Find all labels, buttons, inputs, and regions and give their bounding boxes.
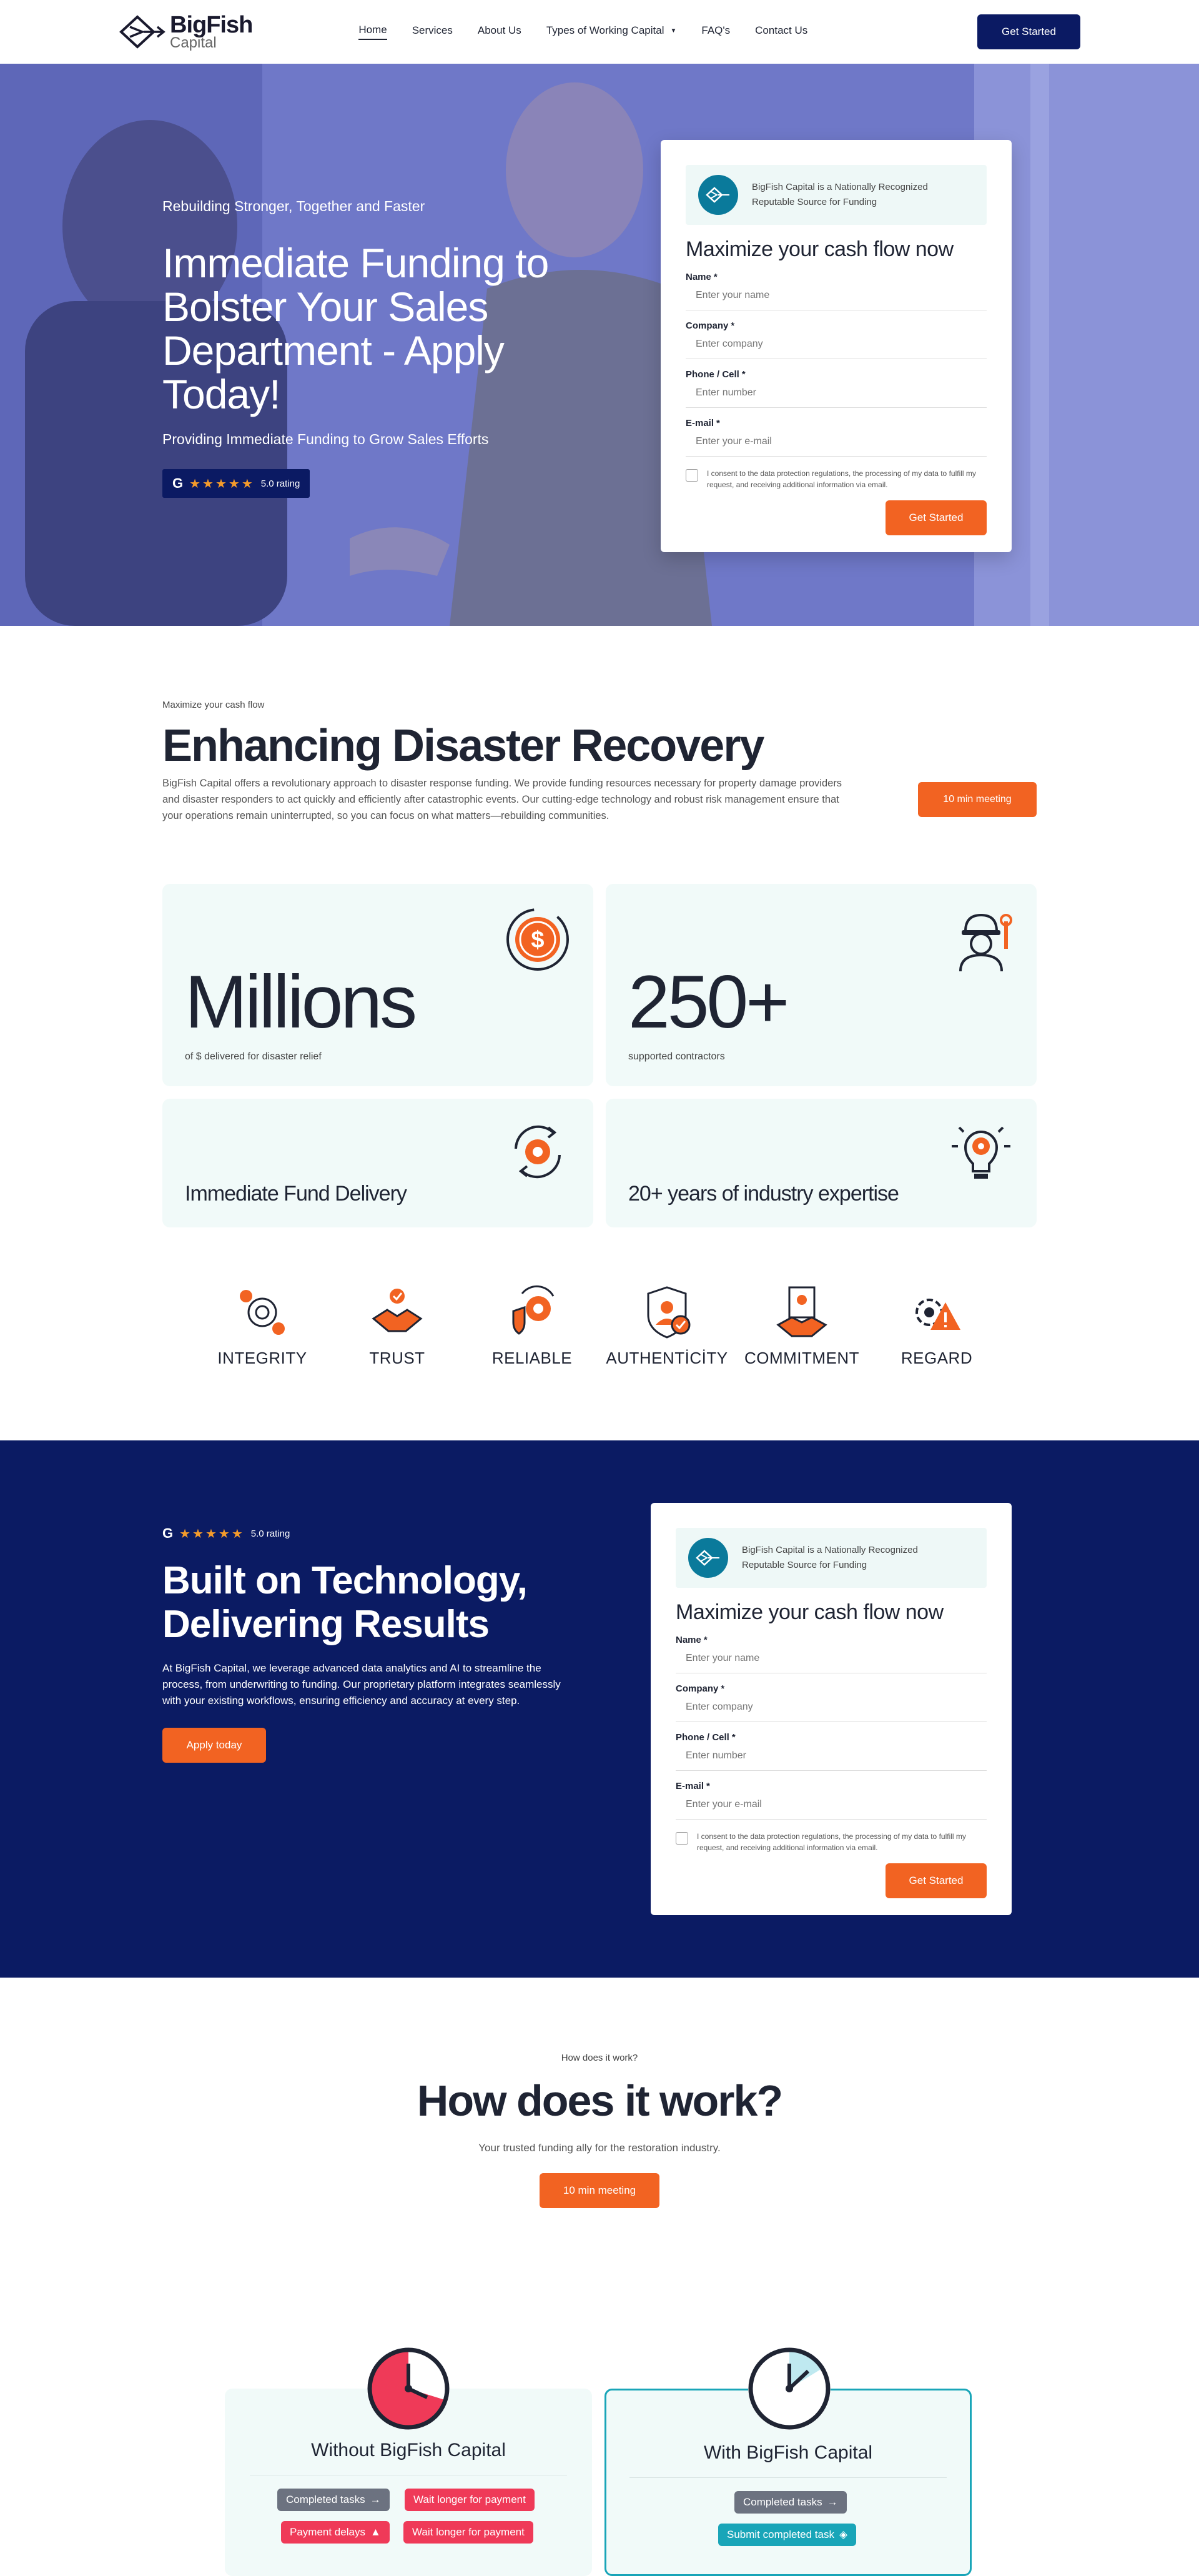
name-label-text: Name <box>676 1635 701 1645</box>
email-label-text: E-mail <box>686 418 714 429</box>
pill-label: Completed tasks <box>286 2494 365 2505</box>
fish-badge-icon <box>698 175 738 215</box>
required-mark: * <box>716 418 720 429</box>
stat-card-immediate <box>162 1099 593 1227</box>
badge-text: BigFish Capital is a Nationally Recognized Reputable Source for Funding <box>742 1545 918 1570</box>
recognition-badge <box>676 1528 987 1588</box>
consent-checkbox[interactable] <box>676 1832 688 1845</box>
reliable-gear-icon <box>503 1284 561 1341</box>
name-label <box>676 1635 987 1645</box>
email-input[interactable] <box>686 429 987 457</box>
fish-logo-icon <box>119 13 165 51</box>
site-header <box>0 0 1199 64</box>
pill-submit-task <box>718 2524 856 2546</box>
value-authenticity <box>604 1284 729 1368</box>
how-it-works-section <box>0 1978 1199 2540</box>
name-input[interactable] <box>686 282 987 310</box>
google-rating-inline <box>162 1525 575 1542</box>
hero-kicker: Rebuilding Stronger, Together and Faster <box>162 198 425 214</box>
header-get-started-button[interactable]: Get Started <box>977 14 1080 49</box>
value-trust <box>335 1284 460 1368</box>
rating-label: 5.0 rating <box>260 478 300 489</box>
phone-label <box>676 1732 987 1743</box>
name-input[interactable] <box>676 1645 987 1673</box>
pill-label: Wait longer for payment <box>412 2526 525 2538</box>
name-label <box>686 272 987 282</box>
section-kicker: Maximize your cash flow <box>162 700 265 710</box>
brand-name: BigFish <box>170 12 253 38</box>
red-clock-icon <box>365 2345 452 2432</box>
company-label-text: Company <box>676 1683 719 1694</box>
authenticity-shield-icon <box>638 1284 696 1341</box>
required-mark: * <box>721 1683 725 1694</box>
required-mark: * <box>706 1781 710 1791</box>
pill-label: Submit completed task <box>727 2529 834 2540</box>
required-mark: * <box>731 1732 736 1743</box>
company-input[interactable] <box>686 331 987 359</box>
hero-content <box>162 198 575 498</box>
chevron-down-icon: ▼ <box>670 27 677 34</box>
shield-check-icon: ◈ <box>839 2529 848 2540</box>
with-title: With BigFish Capital <box>703 2442 873 2463</box>
teal-clock-icon <box>746 2345 833 2432</box>
consent-row <box>686 468 987 490</box>
form-title: Maximize your cash flow now <box>686 237 954 261</box>
badge-text: BigFish Capital is a Nationally Recognized Reputable Source for Funding <box>752 182 928 207</box>
dollar-coin-icon <box>503 905 572 974</box>
google-rating-badge <box>162 469 310 498</box>
disaster-recovery-section <box>0 626 1199 1440</box>
pill-wait-longer <box>405 2489 535 2511</box>
value-label: INTEGRITY <box>217 1349 307 1367</box>
hero-title: Immediate Funding to Bolster Your Sales Department - Apply Today! <box>162 240 549 417</box>
nav-home[interactable]: Home <box>358 24 387 40</box>
google-icon: G <box>172 475 184 491</box>
value-integrity <box>200 1284 325 1368</box>
stat-card-expertise <box>606 1099 1037 1227</box>
pill-label: Wait longer for payment <box>413 2494 526 2505</box>
star-rating-icon: ★★★★★ <box>179 1527 245 1541</box>
consent-checkbox[interactable] <box>686 469 698 482</box>
stat-label: of $ delivered for disaster relief <box>185 1051 322 1062</box>
meeting-button[interactable]: 10 min meeting <box>918 782 1037 817</box>
value-commitment <box>739 1284 864 1368</box>
divider <box>629 2477 947 2478</box>
value-regard <box>874 1284 999 1368</box>
phone-input[interactable] <box>686 380 987 408</box>
commitment-icon <box>773 1284 831 1341</box>
nav-working-capital[interactable] <box>546 24 677 39</box>
stat-value: Millions <box>185 960 415 1044</box>
warning-icon: ▲ <box>370 2526 381 2538</box>
required-mark: * <box>741 369 746 380</box>
contractor-icon <box>947 905 1015 974</box>
how-meeting-button[interactable]: 10 min meeting <box>540 2173 659 2208</box>
star-rating-icon: ★★★★★ <box>189 477 255 491</box>
svg-text:$: $ <box>531 927 545 953</box>
hero-lead-form <box>661 140 1012 552</box>
company-input[interactable] <box>676 1694 987 1722</box>
nav-contact[interactable]: Contact Us <box>755 24 808 36</box>
value-label: TRUST <box>369 1349 425 1367</box>
consent-text: I consent to the data protection regulations, the processing of my data to fulfill my request, and receiving additional information via email. <box>697 1832 966 1852</box>
pill-completed-tasks <box>277 2489 390 2511</box>
phone-label-text: Phone / Cell <box>676 1732 729 1743</box>
without-title: Without BigFish Capital <box>311 2440 506 2460</box>
email-label-text: E-mail <box>676 1781 704 1791</box>
value-label: AUTHENTİCİTY <box>606 1349 728 1367</box>
company-label <box>686 320 987 331</box>
name-label-text: Name <box>686 272 711 282</box>
gear-cycle-icon <box>503 1117 572 1186</box>
consent-text: I consent to the data protection regulations, the processing of my data to fulfill my request, and receiving additional information via email. <box>707 469 976 489</box>
handshake-icon <box>368 1284 426 1341</box>
form-submit-button[interactable]: Get Started <box>886 500 987 535</box>
hero-subtitle: Providing Immediate Funding to Grow Sales Efforts <box>162 431 489 447</box>
comparison <box>225 2276 974 2540</box>
phone-input[interactable] <box>676 1743 987 1771</box>
technology-description: At BigFish Capital, we leverage advanced data analytics and AI to streamline the process, from underwriting to funding. Our proprietary platform integrates seamlessly with your existing workflows, ensuring efficiency and accuracy at every step. <box>162 1662 561 1707</box>
value-label: COMMITMENT <box>744 1349 860 1367</box>
form-submit-button[interactable]: Get Started <box>886 1863 987 1898</box>
phone-label <box>686 369 987 380</box>
brand-logo[interactable] <box>119 13 252 51</box>
company-label <box>676 1683 987 1694</box>
technology-section <box>0 1440 1199 1978</box>
company-label-text: Company <box>686 320 729 331</box>
technology-lead-form <box>651 1503 1012 1915</box>
nav-faq[interactable]: FAQ's <box>701 24 731 36</box>
hero-section <box>0 64 1199 626</box>
stat-value: 250+ <box>628 960 787 1044</box>
technology-content <box>162 1525 575 1763</box>
pill-payment-delays <box>281 2521 390 2544</box>
arrow-right-icon: → <box>370 2494 381 2505</box>
required-mark: * <box>731 320 735 331</box>
nav-working-capital-label: Types of Working Capital <box>546 24 664 36</box>
technology-title: Built on Technology, Delivering Results <box>162 1559 527 1646</box>
stat-value: 20+ years of industry expertise <box>628 1182 899 1206</box>
stat-card-contractors <box>606 884 1037 1086</box>
section-description: BigFish Capital offers a revolutionary approach to disaster response funding. We provide funding resources necessary for property damage providers and disaster responders to act quickly and efficiently after catastrophic events. Our cutting-edge technology and robust risk management ensure that your operations remain uninterrupted, so you can focus on what matters—rebuilding communities. <box>162 778 842 821</box>
brand-subname: Capital <box>170 34 217 51</box>
how-kicker: How does it work? <box>561 2053 638 2063</box>
email-label <box>686 418 987 429</box>
value-label: REGARD <box>900 1349 973 1367</box>
email-label <box>676 1781 987 1791</box>
fish-badge-icon <box>688 1538 728 1578</box>
apply-today-button[interactable]: Apply today <box>162 1728 266 1763</box>
consent-row <box>676 1831 987 1853</box>
pill-completed-tasks <box>734 2491 847 2514</box>
email-input[interactable] <box>676 1791 987 1820</box>
how-title: How does it work? <box>417 2076 782 2125</box>
arrow-right-icon: → <box>827 2496 838 2508</box>
nav-about[interactable]: About Us <box>477 24 521 36</box>
stat-label: supported contractors <box>628 1051 725 1062</box>
pill-label: Payment delays <box>290 2526 365 2538</box>
how-subtitle: Your trusted funding ally for the restoration industry. <box>478 2142 721 2154</box>
rating-label: 5.0 rating <box>250 1528 290 1539</box>
lightbulb-icon <box>947 1117 1015 1186</box>
pill-label: Completed tasks <box>743 2496 822 2508</box>
regard-warning-icon <box>908 1284 965 1341</box>
integrity-icon <box>234 1284 291 1341</box>
stats-grid <box>162 884 1037 1227</box>
required-mark: * <box>703 1635 708 1645</box>
stat-card-millions <box>162 884 593 1086</box>
section-title: Enhancing Disaster Recovery <box>162 721 764 771</box>
recognition-badge <box>686 165 987 225</box>
nav-services[interactable]: Services <box>412 24 453 36</box>
values-row <box>200 1284 999 1440</box>
stat-value: Immediate Fund Delivery <box>185 1182 407 1206</box>
main-nav <box>358 24 832 40</box>
google-icon: G <box>162 1525 174 1541</box>
phone-label-text: Phone / Cell <box>686 369 739 380</box>
required-mark: * <box>713 272 718 282</box>
pill-wait-longer <box>403 2521 533 2544</box>
value-label: RELIABLE <box>491 1349 573 1367</box>
value-reliable <box>470 1284 595 1368</box>
form-title: Maximize your cash flow now <box>676 1600 944 1624</box>
